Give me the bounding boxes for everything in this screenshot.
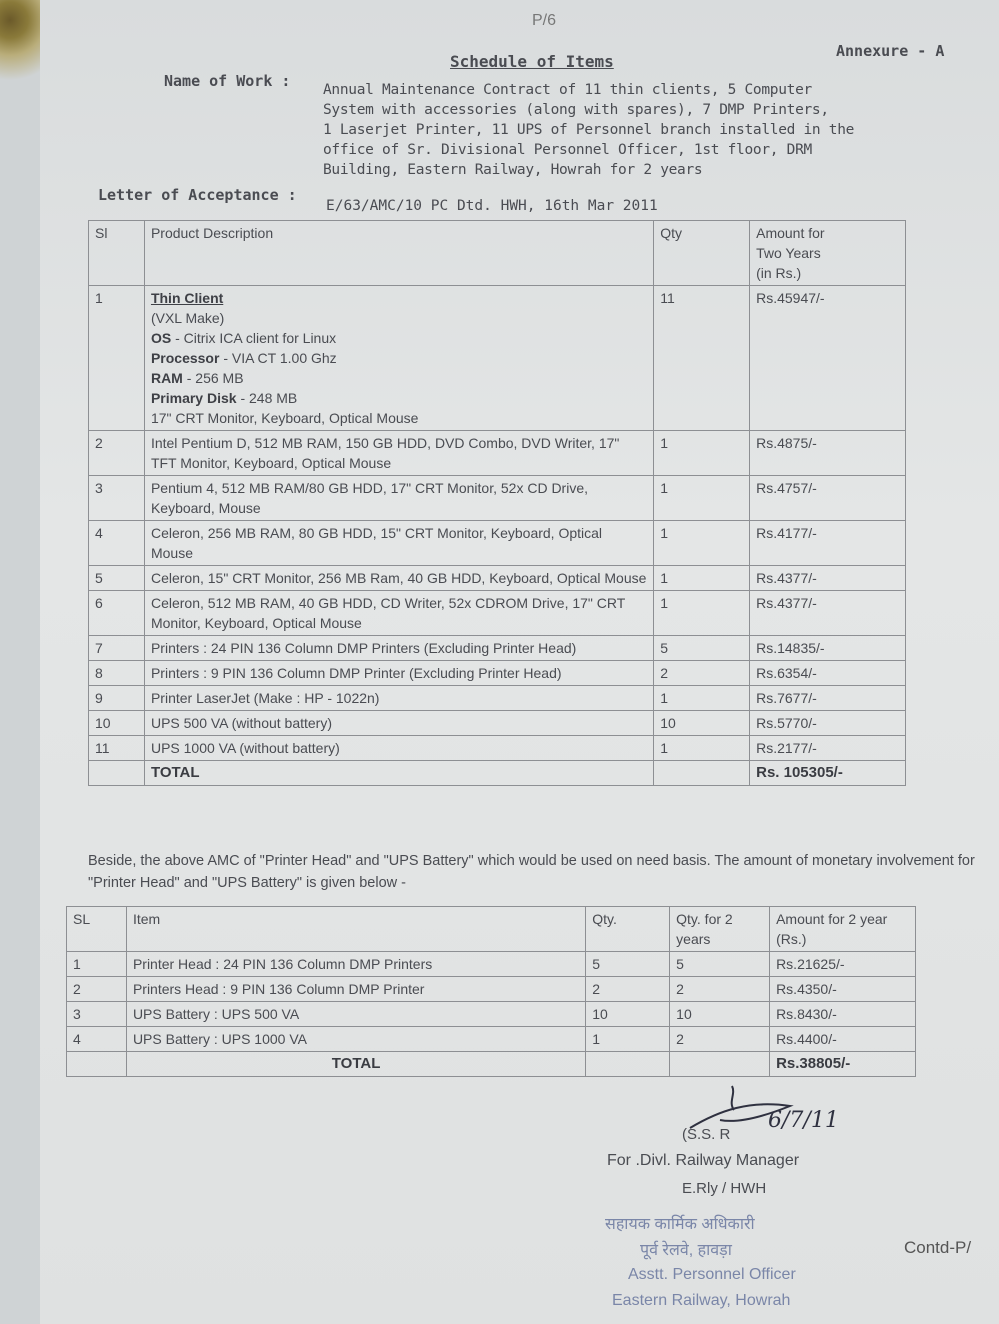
stamp-line: Asstt. Personnel Officer [628,1266,796,1283]
total-amount: Rs.38805/- [770,1052,916,1077]
table-row: 9 Printer LaserJet (Make : HP - 1022n) 1 Rs.7677/- [89,686,906,711]
document-page [40,0,999,1324]
stamp-line: पूर्व रेलवे, हावड़ा [640,1242,732,1259]
stamp-line: Eastern Railway, Howrah [612,1292,791,1309]
total-label: TOTAL [126,1052,585,1077]
thin-client-spec: Thin Client (VXL Make) OS - Citrix ICA client for Linux Processor - VIA CT 1.00 Ghz RAM - 256 MB Primary Disk - 248 MB 17" CRT Monitor, Keyboard, Optical Mouse [144,286,653,431]
signatory-designation: For .Divl. Railway Manager [607,1152,800,1169]
table-row: 1 Printer Head : 24 PIN 136 Column DMP Printers 5 5 Rs.21625/- [67,952,916,977]
col-header-amount: Amount for 2 year (Rs.) [770,907,916,952]
name-of-work-label: Name of Work : [164,72,291,90]
col-header-sl: Sl [89,221,145,286]
document-title: Schedule of Items [450,52,614,71]
col-header-item: Item [126,907,585,952]
letter-of-acceptance-label: Letter of Acceptance : [98,186,297,204]
col-header-qty: Qty [654,221,750,286]
table-row: 2 Intel Pentium D, 512 MB RAM, 150 GB HDD, DVD Combo, DVD Writer, 17" TFT Monitor, Keyboard, Optical Mouse 1 Rs.4875/- [89,431,906,476]
table-row: 4 Celeron, 256 MB RAM, 80 GB HDD, 15" CRT Monitor, Keyboard, Optical Mouse 1 Rs.4177/- [89,521,906,566]
table-row: 3 UPS Battery : UPS 500 VA 10 10 Rs.8430/- [67,1002,916,1027]
total-amount: Rs. 105305/- [750,761,906,786]
table-row: 4 UPS Battery : UPS 1000 VA 1 2 Rs.4400/- [67,1027,916,1052]
total-row [67,1052,916,1077]
table-row: 2 Printers Head : 9 PIN 136 Column DMP Printer 2 2 Rs.4350/- [67,977,916,1002]
table-row: 5 Celeron, 15" CRT Monitor, 256 MB Ram, 40 GB HDD, Keyboard, Optical Mouse 1 Rs.4377/- [89,566,906,591]
col-header-sl: SL [67,907,127,952]
col-header-description: Product Description [144,221,653,286]
items-table [88,220,906,786]
table-header-row [89,221,906,286]
total-label: TOTAL [144,761,653,786]
letter-of-acceptance-text: E/63/AMC/10 PC Dtd. HWH, 16th Mar 2011 [326,198,658,214]
table-row: 11 UPS 1000 VA (without battery) 1 Rs.2177/- [89,736,906,761]
signature-date: 6/7/11 [768,1108,839,1133]
name-of-work-text: Annual Maintenance Contract of 11 thin clients, 5 Computer System with accessories (along with spares), 7 DMP Printers, 1 Laserjet Printer, 11 UPS of Personnel branch installed in the office of Sr. Divisional Personnel Officer, 1st floor, DRM Building, Eastern Railway, Howrah for 2 years [323,82,855,178]
table-header-row [67,907,916,952]
table-row: 3 Pentium 4, 512 MB RAM/80 GB HDD, 17" CRT Monitor, 52x CD Drive, Keyboard, Mouse 1 Rs.4757/- [89,476,906,521]
col-header-qty: Qty. [586,907,670,952]
spares-table [66,906,916,1077]
table-row: 10 UPS 500 VA (without battery) 10 Rs.5770/- [89,711,906,736]
col-header-qty-2-years: Qty. for 2 years [670,907,770,952]
continued-label: Contd-P/ [904,1238,972,1257]
total-row [89,761,906,786]
table-row: 8 Printers : 9 PIN 136 Column DMP Printer (Excluding Printer Head) 2 Rs.6354/- [89,661,906,686]
page-number: P/6 [532,12,557,29]
table-row: 7 Printers : 24 PIN 136 Column DMP Printers (Excluding Printer Head) 5 Rs.14835/- [89,636,906,661]
table-row: 1 Thin Client (VXL Make) OS - Citrix ICA client for Linux Processor - VIA CT 1.00 Ghz RAM - 256 MB Primary Disk - 248 MB 17" CRT Monitor, Keyboard, Optical Mouse 11 Rs.45947/- [89,286,906,431]
note-paragraph: Beside, the above AMC of "Printer Head" and "UPS Battery" which would be used on need basis. The amount of monetary involvement for "Printer Head" and "UPS Battery" is given below - [88,853,975,891]
annexure-label: Annexure - A [836,42,945,60]
signatory-office: E.Rly / HWH [682,1180,767,1197]
stamp-line: सहायक कार्मिक अधिकारी [605,1216,755,1233]
signatory-initials: (S.S. R [682,1126,731,1143]
col-header-amount: Amount for Two Years (in Rs.) [750,221,906,286]
table-row: 6 Celeron, 512 MB RAM, 40 GB HDD, CD Writer, 52x CDROM Drive, 17" CRT Monitor, Keyboard, Optical Mouse 1 Rs.4377/- [89,591,906,636]
